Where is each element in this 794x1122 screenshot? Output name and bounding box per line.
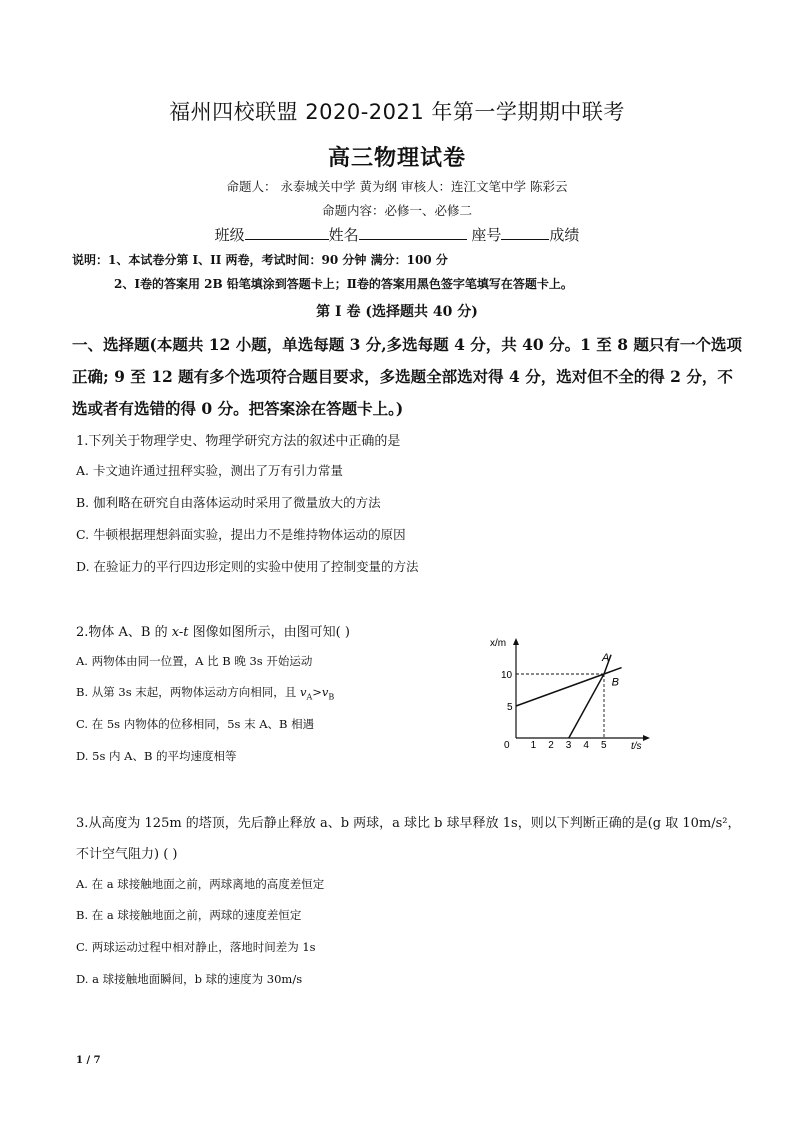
q3-stem-line-2: 不计空气阻力) ( ) bbox=[76, 847, 178, 862]
page-number: 1 / 7 bbox=[76, 1055, 101, 1066]
x-tick-label: 5 bbox=[601, 740, 607, 751]
q1-option-d: D. 在验证力的平行四边形定则的实验中使用了控制变量的方法 bbox=[76, 559, 419, 574]
series-label-b: B bbox=[611, 676, 619, 689]
scope-line: 命题内容：必修一、必修二 bbox=[321, 203, 472, 218]
seat-label: 座号 bbox=[466, 226, 502, 244]
y-axis-arrow bbox=[513, 638, 519, 645]
section-instructions-line-1: 一、选择题(本题共 12 小题，单选每题 3 分,多选每题 4 分，共 40 分。1 至 8 题只有一个选项 bbox=[72, 335, 742, 354]
section-instructions-line-3: 选或者有选错的得 0 分。把答案涂在答题卡上。) bbox=[72, 399, 404, 418]
score-label: 成绩 bbox=[549, 226, 580, 244]
x-axis-arrow bbox=[643, 735, 650, 741]
name-label: 姓名 bbox=[328, 226, 359, 244]
q1-option-c: C. 牛顿根据理想斜面实验，提出力不是维持物体运动的原因 bbox=[76, 527, 406, 542]
q3-option-c: C. 两球运动过程中相对静止，落地时间差为 1s bbox=[76, 940, 316, 954]
y-axis-label: x/m bbox=[490, 638, 507, 649]
section-title: 第 I 卷 (选择题共 40 分) bbox=[316, 304, 478, 320]
exam-subtitle: 高三物理试卷 bbox=[327, 146, 466, 171]
q1-option-a: A. 卡文迪许通过扭秤实验，测出了万有引力常量 bbox=[76, 463, 343, 478]
series-label-a: A bbox=[602, 651, 610, 664]
series-line-b bbox=[516, 668, 622, 706]
author-line: 命题人： 永泰城关中学 黄为纲 审核人：连江文笔中学 陈彩云 bbox=[226, 179, 568, 194]
q3-option-d: D. a 球接触地面瞬间，b 球的速度为 30m/s bbox=[76, 972, 303, 986]
q1-option-b: B. 伽利略在研究自由落体运动时采用了微量放大的方法 bbox=[76, 495, 381, 510]
x-tick-label: 4 bbox=[583, 740, 589, 751]
instruction-note-2: 2、Ⅰ卷的答案用 2B 铅笔填涂到答题卡上；Ⅱ卷的答案用黑色签字笔填写在答题卡上。 bbox=[114, 277, 573, 291]
xt-graph bbox=[486, 628, 666, 756]
student-info-fields bbox=[0, 224, 794, 245]
x-tick-label: 3 bbox=[565, 740, 572, 751]
q2-option-b: B. 从第 3s 末起，两物体运动方向相同，且 $v_A>v_B$ bbox=[76, 685, 335, 702]
q2-option-c: C. 在 5s 内物体的位移相同，5s 末 A、B 相遇 bbox=[76, 717, 315, 731]
name-blank[interactable] bbox=[359, 225, 467, 240]
q2-option-a: A. 两物体由同一位置，A 比 B 晚 3s 开始运动 bbox=[76, 654, 313, 668]
section-instructions-line-2: 正确; 9 至 12 题有多个选项符合题目要求，多选题全部选对得 4 分，选对但不全的得 2 分，不 bbox=[72, 367, 733, 386]
class-label: 班级 bbox=[214, 226, 245, 244]
y-tick-label: 10 bbox=[501, 670, 513, 681]
y-tick-label: 5 bbox=[507, 702, 513, 713]
seat-blank[interactable] bbox=[501, 225, 549, 240]
instruction-note-1: 说明：1、本试卷分第 I、II 两卷，考试时间：90 分钟 满分：100 分 bbox=[72, 253, 448, 267]
exam-title: 福州四校联盟 2020-2021 年第一学期期中联考 bbox=[169, 100, 625, 124]
x-tick-label: 1 bbox=[530, 740, 537, 751]
q3-option-a: A. 在 a 球接触地面之前，两球离地的高度差恒定 bbox=[76, 877, 325, 891]
x-axis-label: t/s bbox=[631, 741, 642, 752]
series-line-a bbox=[569, 655, 611, 738]
x-tick-label: 2 bbox=[548, 740, 554, 751]
x-tick-label: 0 bbox=[504, 740, 510, 751]
q2-option-d: D. 5s 内 A、B 的平均速度相等 bbox=[76, 749, 237, 763]
q3-option-b: B. 在 a 球接触地面之前，两球的速度差恒定 bbox=[76, 908, 302, 922]
class-blank[interactable] bbox=[245, 225, 329, 240]
q1-stem: 1.下列关于物理学史、物理学研究方法的叙述中正确的是 bbox=[76, 434, 401, 449]
q2-stem: 2.物体 A、B 的 x-t 图像如图所示，由图可知( ) bbox=[76, 625, 350, 640]
q3-stem-line-1: 3.从高度为 125m 的塔顶，先后静止释放 a、b 两球，a 球比 b 球早释放 1s，则以下判断正确的是(g 取 10m/s²， bbox=[76, 816, 741, 831]
